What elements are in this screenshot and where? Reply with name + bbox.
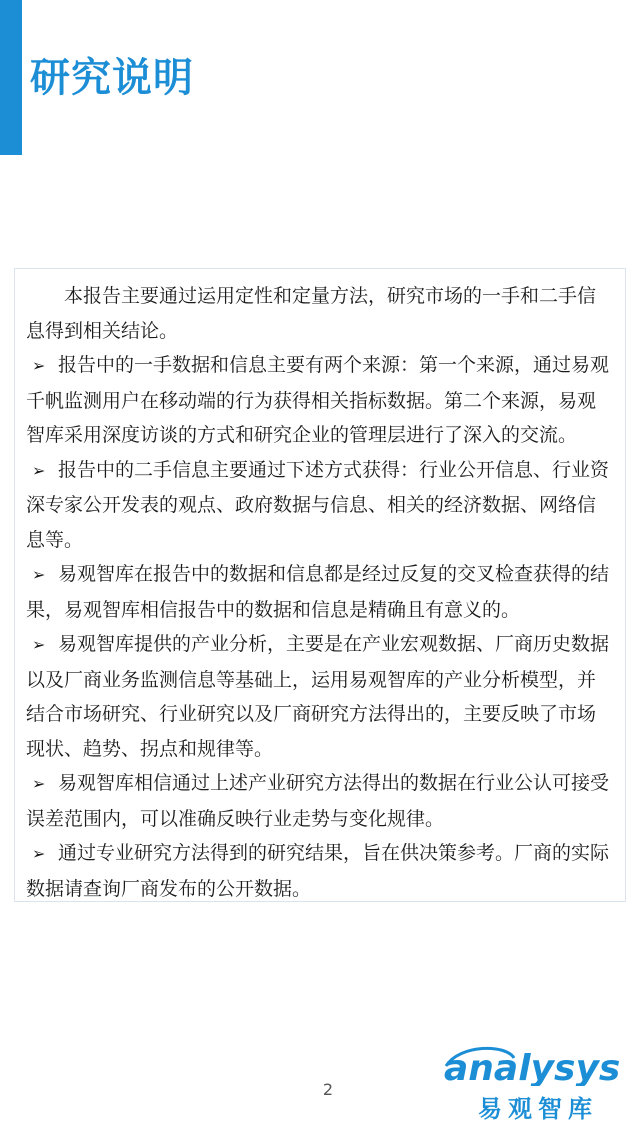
arrowhead-bullet-icon: ➢ <box>32 774 46 793</box>
bullet-text: 易观智库在报告中的数据和信息都是经过反复的交叉检查获得的结果，易观智库相信报告中的数据和信息是精确且有意义的。 <box>26 563 610 621</box>
arrowhead-bullet-icon: ➢ <box>32 844 46 863</box>
page-number: 2 <box>322 1080 334 1099</box>
arrowhead-bullet-icon: ➢ <box>32 356 46 375</box>
intro-paragraph: 本报告主要通过运用定性和定量方法，研究市场的一手和二手信息得到相关结论。 <box>26 285 597 342</box>
analysys-logo <box>440 1040 630 1125</box>
bullet-item-5 <box>26 766 611 836</box>
page-title: 研究说明 <box>30 55 194 101</box>
bullet-text: 易观智库相信通过上述产业研究方法得出的数据在行业公认可接受误差范围内，可以准确反映行业走势与变化规律。 <box>26 772 610 830</box>
bullet-text: 报告中的一手数据和信息主要有两个来源：第一个来源，通过易观千帆监测用户在移动端的行为获得相关指标数据。第二个来源，易观智库采用深度访谈的方式和研究企业的管理层进行了深入的交流。 <box>26 354 610 446</box>
analysys-wordmark <box>440 1040 630 1086</box>
bullet-item-6 <box>26 836 611 906</box>
brand-en-text: analysys <box>444 1048 621 1086</box>
title-accent-bar <box>0 0 22 155</box>
arrowhead-bullet-icon: ➢ <box>32 635 46 654</box>
bullet-item-1 <box>26 348 611 453</box>
arrowhead-bullet-icon: ➢ <box>32 460 46 480</box>
bullet-item-4 <box>26 627 611 766</box>
bullet-text: 通过专业研究方法得到的研究结果，旨在供决策参考。厂商的实际数据请查询厂商发布的公开数据。 <box>26 842 610 900</box>
bullet-text: 报告中的二手信息主要通过下述方式获得：行业公开信息、行业资深专家公开发表的观点、政府数据与信息、相关的经济数据、网络信息等。 <box>26 458 610 551</box>
bullet-text: 易观智库提供的产业分析，主要是在产业宏观数据、厂商历史数据以及厂商业务监测信息等基础上，运用易观智库的产业分析模型，并结合市场研究、行业研究以及厂商研究方法得出的，主要反映了市场现状、趋势、拐点和规律等。 <box>26 633 610 760</box>
research-notes-box <box>14 268 626 902</box>
bullet-item-2 <box>26 453 611 558</box>
bullet-item-3 <box>26 557 611 627</box>
brand-cn-text: 易观智库 <box>478 1095 598 1123</box>
arrowhead-bullet-icon: ➢ <box>32 565 46 584</box>
